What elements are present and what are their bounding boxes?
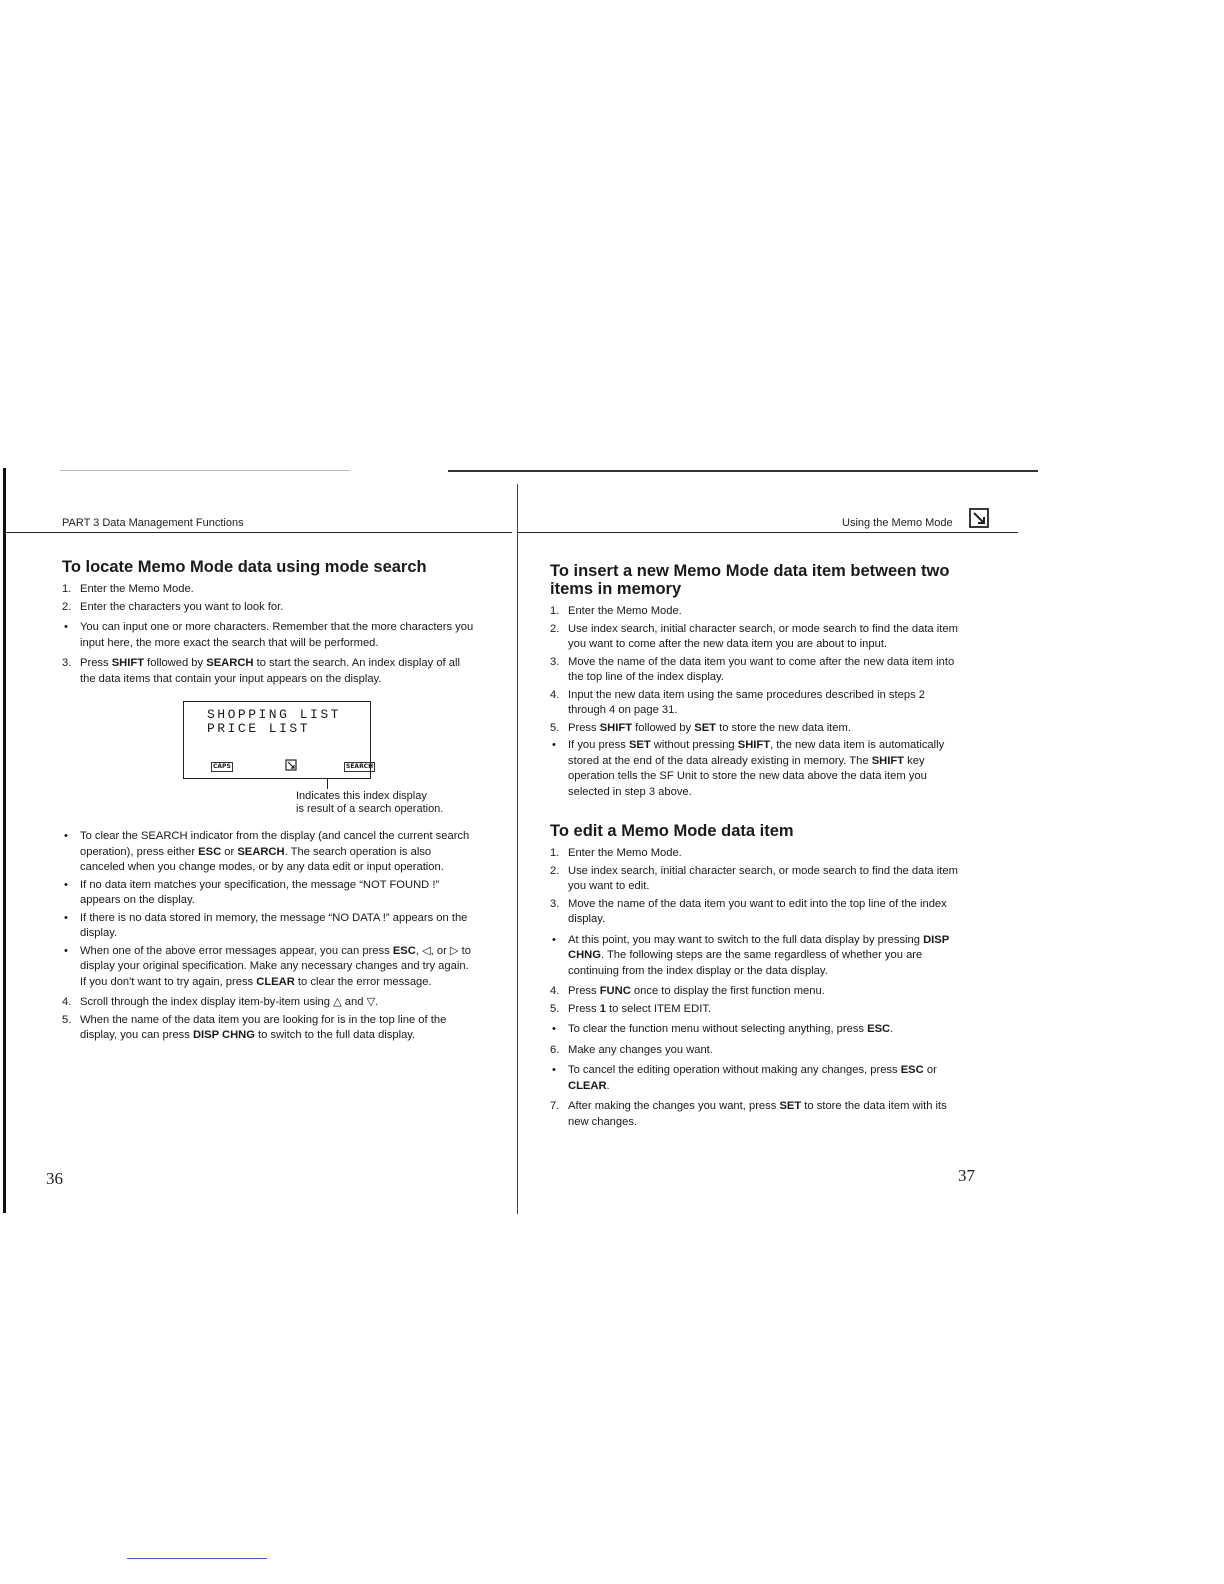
blue-underline bbox=[127, 1558, 267, 1559]
callout-leader bbox=[327, 779, 328, 789]
list-item: • To clear the function menu without selecting anything, press ESC. bbox=[552, 1023, 894, 1035]
left-running-header: PART 3 Data Management Functions bbox=[62, 517, 244, 529]
list-item: 3. Move the name of the data item you want to come after the new data item into the top line of the index display. bbox=[550, 655, 955, 683]
left-header-rule bbox=[6, 532, 512, 533]
list-item: 4. Input the new data item using the same procedures described in steps 2 through 4 on page 31. bbox=[550, 688, 925, 716]
page-gutter bbox=[517, 484, 518, 1214]
lcd-line-1: SHOPPING LIST bbox=[207, 707, 341, 722]
list-item: 6. Make any changes you want. bbox=[550, 1043, 713, 1056]
list-item: 2. Use index search, initial character search, or mode search to find the data item you want to come after the new data item you are about to input. bbox=[550, 622, 958, 650]
caps-indicator: CAPS bbox=[213, 763, 231, 770]
list-item: • If no data item matches your specification, the message “NOT FOUND !” appears on the display. bbox=[64, 878, 440, 906]
list-item: 1. Enter the Memo Mode. bbox=[550, 847, 682, 859]
list-item: 1. Enter the Memo Mode. bbox=[62, 583, 194, 595]
list-item: 5. Press SHIFT followed by SET to store the new data item. bbox=[550, 721, 851, 734]
list-item: 2. Enter the characters you want to look for. bbox=[62, 600, 284, 613]
memo-mode-icon bbox=[969, 508, 989, 528]
callout-text: Indicates this index display is result of a search operation. bbox=[296, 790, 444, 815]
scan-top-line bbox=[60, 470, 350, 471]
list-item: • If you press SET without pressing SHIFT, the new data item is automatically stored at the end of the data already existing in memory. The SHIFT key operation tells the SF Unit to store the new data above the data item you selected in step 3 above. bbox=[552, 739, 945, 798]
memo-mode-icon bbox=[285, 759, 297, 771]
list-item: 7. After making the changes you want, press SET to store the data item with its new changes. bbox=[550, 1100, 947, 1128]
list-item: 3. Press SHIFT followed by SEARCH to start the search. An index display of all the data items that contain your input appears on the display. bbox=[62, 657, 460, 685]
callout-block bbox=[62, 779, 476, 819]
left-page-number: 36 bbox=[46, 1169, 63, 1188]
scan-top-line bbox=[448, 470, 1038, 472]
list-item: 5. When the name of the data item you are looking for is in the top line of the display, you can press DISP CHNG to switch to the full data display. bbox=[62, 1013, 447, 1041]
right-heading-insert: To insert a new Memo Mode data item between two items in memory bbox=[550, 562, 950, 598]
scan-edge-bar bbox=[3, 468, 6, 1213]
list-item: 4. Press FUNC once to display the first function menu. bbox=[550, 985, 825, 997]
right-heading-edit: To edit a Memo Mode data item bbox=[550, 822, 794, 840]
list-item: 3. Move the name of the data item you want to edit into the top line of the index display. bbox=[550, 897, 947, 925]
right-header-rule bbox=[518, 532, 1018, 533]
list-item: 2. Use index search, initial character search, or mode search to find the data item you want to edit. bbox=[550, 864, 958, 892]
list-item: • If there is no data stored in memory, the message “NO DATA !” appears on the display. bbox=[64, 911, 468, 939]
right-page-number: 37 bbox=[958, 1166, 975, 1185]
left-heading: To locate Memo Mode data using mode search bbox=[62, 558, 427, 576]
list-item: • At this point, you may want to switch to the full data display by pressing DISP CHNG. The following steps are the same regardless of whether you are continuing from the index display or the data display. bbox=[552, 933, 949, 977]
list-item: • You can input one or more characters. Remember that the more characters you input here, the more exact the search that will be performed. bbox=[64, 621, 474, 649]
list-item: 1. Enter the Memo Mode. bbox=[550, 605, 682, 617]
search-indicator: SEARCH bbox=[346, 763, 374, 770]
list-item: • To cancel the editing operation without making any changes, press ESC or CLEAR. bbox=[552, 1064, 937, 1092]
list-item: • To clear the SEARCH indicator from the display (and cancel the current search operation), press either ESC or SEARCH. The search operation is also canceled when you change modes, or by any data edit or input operation. bbox=[64, 830, 470, 873]
left-page-body bbox=[62, 558, 476, 1046]
right-page-body bbox=[550, 562, 964, 1132]
list-item: • When one of the above error messages appear, you can press ESC, ◁, or ▷ to display your original specification. Make any necessary changes and try again. If you don't want to try again, press CLEAR to clear the error message. bbox=[64, 944, 471, 988]
lcd-line-2: PRICE LIST bbox=[207, 721, 311, 736]
list-item: 5. Press 1 to select ITEM EDIT. bbox=[550, 1002, 712, 1015]
right-running-header: Using the Memo Mode bbox=[842, 517, 953, 529]
lcd-display bbox=[183, 701, 374, 779]
list-item: 4. Scroll through the index display item-by-item using △ and ▽. bbox=[62, 996, 379, 1008]
